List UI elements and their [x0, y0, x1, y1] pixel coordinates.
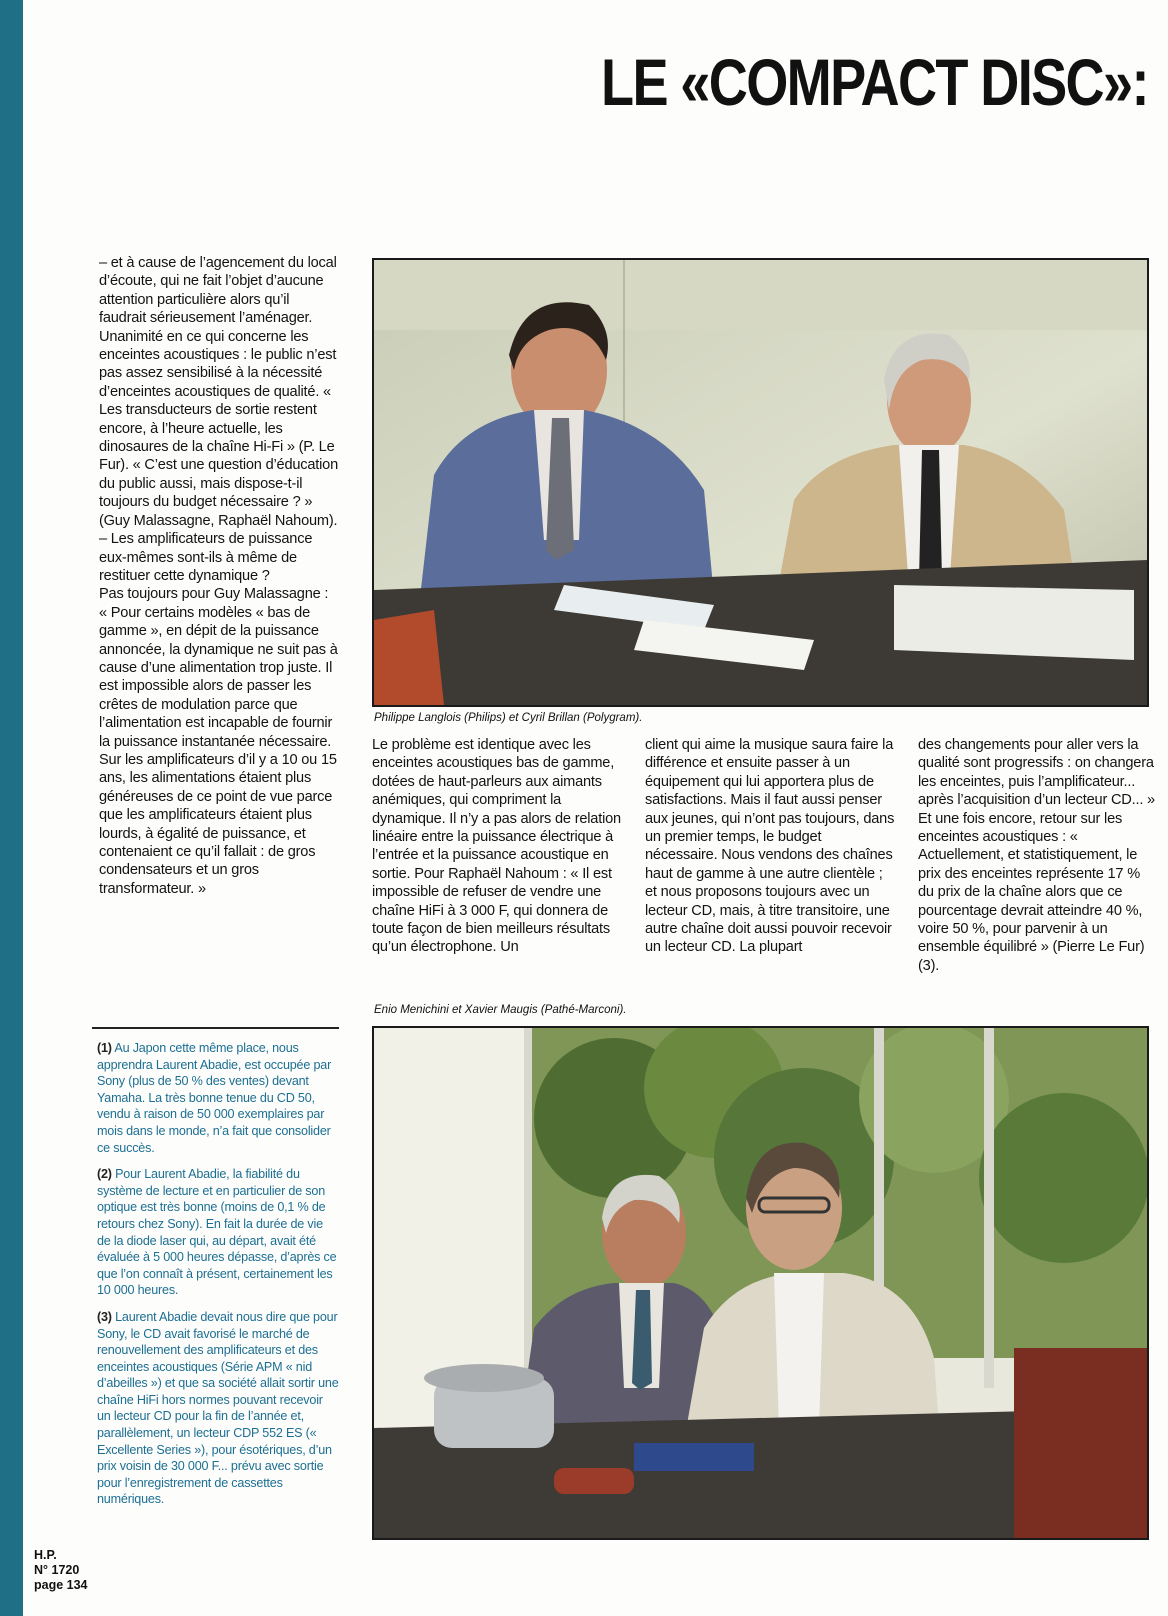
- footnote-3: [97, 1309, 339, 1508]
- footnotes: [97, 1040, 339, 1518]
- paragraph: des changements pour aller vers la qualité sont progressifs : on changera les enceintes, puis l’amplificateur... après l’acquisition d’un lecteur CD... »: [918, 737, 1155, 809]
- footnote-divider: [92, 1027, 339, 1029]
- folio-line: N° 1720: [34, 1563, 80, 1577]
- photo-illustration: [374, 1028, 1147, 1538]
- footnote-number: (1): [97, 1041, 112, 1055]
- footnote-number: (3): [97, 1309, 112, 1324]
- paragraph: Unanimité en ce qui concerne les enceintes acoustiques : le public n’est pas assez sensibilisé à la nécessité d’enceintes acoustiques de qualité. « Les transducteurs de sortie restent encore, à l’heure actuelle, les dinosaures de la chaîne Hi-Fi » (P. Le Fur). « C’est une question d’éducation du public aussi, mais dispose-t-il toujours du budget nécessaire ? » (Guy Malassagne, Raphaël Nahoum).: [99, 328, 339, 529]
- page-edge-stripe: [0, 0, 23, 1616]
- text-column-3: [918, 736, 1158, 975]
- folio-line: H.P.: [34, 1548, 57, 1562]
- photo-menichini-maugis: [372, 1026, 1149, 1540]
- photo-caption: Philippe Langlois (Philips) et Cyril Brillan (Polygram).: [374, 712, 643, 724]
- paragraph: Le problème est identique avec les enceintes acoustiques bas de gamme, dotées de haut-parleurs aux aimants anémiques, qui compriment la dynamique. Il n’y a pas alors de relation linéaire entre la puissance électrique à l’entrée et la puissance acoustique en sortie. Pour Raphaël Nahoum : « Il est impossible de refuser de vendre une chaîne HiFi à 3 000 F, qui donnera de toute façon de bien meilleurs résultats qu’un électrophone. Un: [372, 737, 621, 956]
- paragraph: – Les amplificateurs de puissance eux-mêmes sont-ils à même de restituer cette dynamique ?: [99, 531, 313, 584]
- text-column-1: [372, 736, 622, 957]
- paragraph: Pas toujours pour Guy Malassagne : « Pour certains modèles « bas de gamme », en dépit de la puissance annoncée, la dynamique ne suit pas à cause d’une alimentation trop juste. Il est impossible alors de passer les crêtes de modulation parce que l’alimentation est incapable de fournir la puissance instantanée nécessaire. Sur les amplificateurs d’il y a 10 ou 15 ans, les alimentations étaient plus généreuses de ce point de vue parce que les amplificateurs étaient plus lourds, à égalité de puissance, et contenaient ce qu’il fallait : de gros condensateurs et un gros transformateur. »: [99, 586, 338, 897]
- photo-caption: Enio Menichini et Xavier Maugis (Pathé-Marconi).: [374, 1004, 627, 1016]
- photo-illustration: [374, 260, 1147, 705]
- text-column-2: [645, 736, 895, 957]
- paragraph: client qui aime la musique saura faire la différence et ensuite passer à un équipement qui lui apportera plus de satisfactions. Mais il faut aussi penser aux jeunes, qui n’ont pas toujours, dans un premier temps, le budget nécessaire. Nous vendons des chaînes haut de gamme à une autre clientèle ; et nous proposons toujours avec un lecteur CD, mais, à titre transitoire, une autre chaîne doit aussi pouvoir recevoir un lecteur CD. La plupart: [645, 737, 895, 956]
- page-folio: [34, 1548, 104, 1593]
- footnote-1: [97, 1040, 339, 1156]
- footnote-text: Pour Laurent Abadie, la fiabilité du système de lecture et en particulier de son optique est très bonne (moins de 0,1 % de retours chez Sony). En fait la durée de vie de la diode laser qui, au départ, avait été évaluée à 5 000 heures dépasse, d’après ce que l’on connaît à présent, certainement les 10 000 heures.: [97, 1167, 337, 1298]
- footnote-2: [97, 1166, 339, 1299]
- folio-line: page 134: [34, 1578, 88, 1592]
- footnote-text: Laurent Abadie devait nous dire que pour Sony, le CD avait favorisé le marché de renouvellement des amplificateurs et des enceintes acoustiques (Série APM « nid d’abeilles ») et que sa société allait sortir une chaîne HiFi hors normes pouvant recevoir un lecteur CD pour la fin de l’année et, parallèlement, un lecteur CDP 552 ES (« Excellente Series »), pour ésotériques, d’un prix voisin de 30 000 F... prévu avec sortie pour l’enregistrement de cassettes numériques.: [97, 1309, 339, 1507]
- paragraph: Et une fois encore, retour sur les enceintes acoustiques : « Actuellement, et statistiquement, le prix des enceintes représente 17 % du prix de la chaîne alors que ce pourcentage devrait atteindre 40 %, voire 50 %, pour parvenir à un ensemble équilibré » (Pierre Le Fur) (3).: [918, 810, 1145, 974]
- photo-langlois-brillan: [372, 258, 1149, 707]
- left-column: [99, 254, 339, 898]
- footnote-number: (2): [97, 1167, 112, 1182]
- headline: LE «COMPACT DISC»:: [601, 45, 1148, 119]
- footnote-text: Au Japon cette même place, nous apprendra Laurent Abadie, est occupée par Sony (plus de 50 % des ventes) devant Yamaha. La très bonne tenue du CD 50, vendu à raison de 50 000 exemplaires par mois dans le monde, n’a fait que consolider ce succès.: [97, 1041, 332, 1155]
- paragraph: – et à cause de l’agencement du local d’écoute, qui ne fait l’objet d’aucune attention particulière alors qu’il faudrait sérieusement l’aménager.: [99, 255, 337, 327]
